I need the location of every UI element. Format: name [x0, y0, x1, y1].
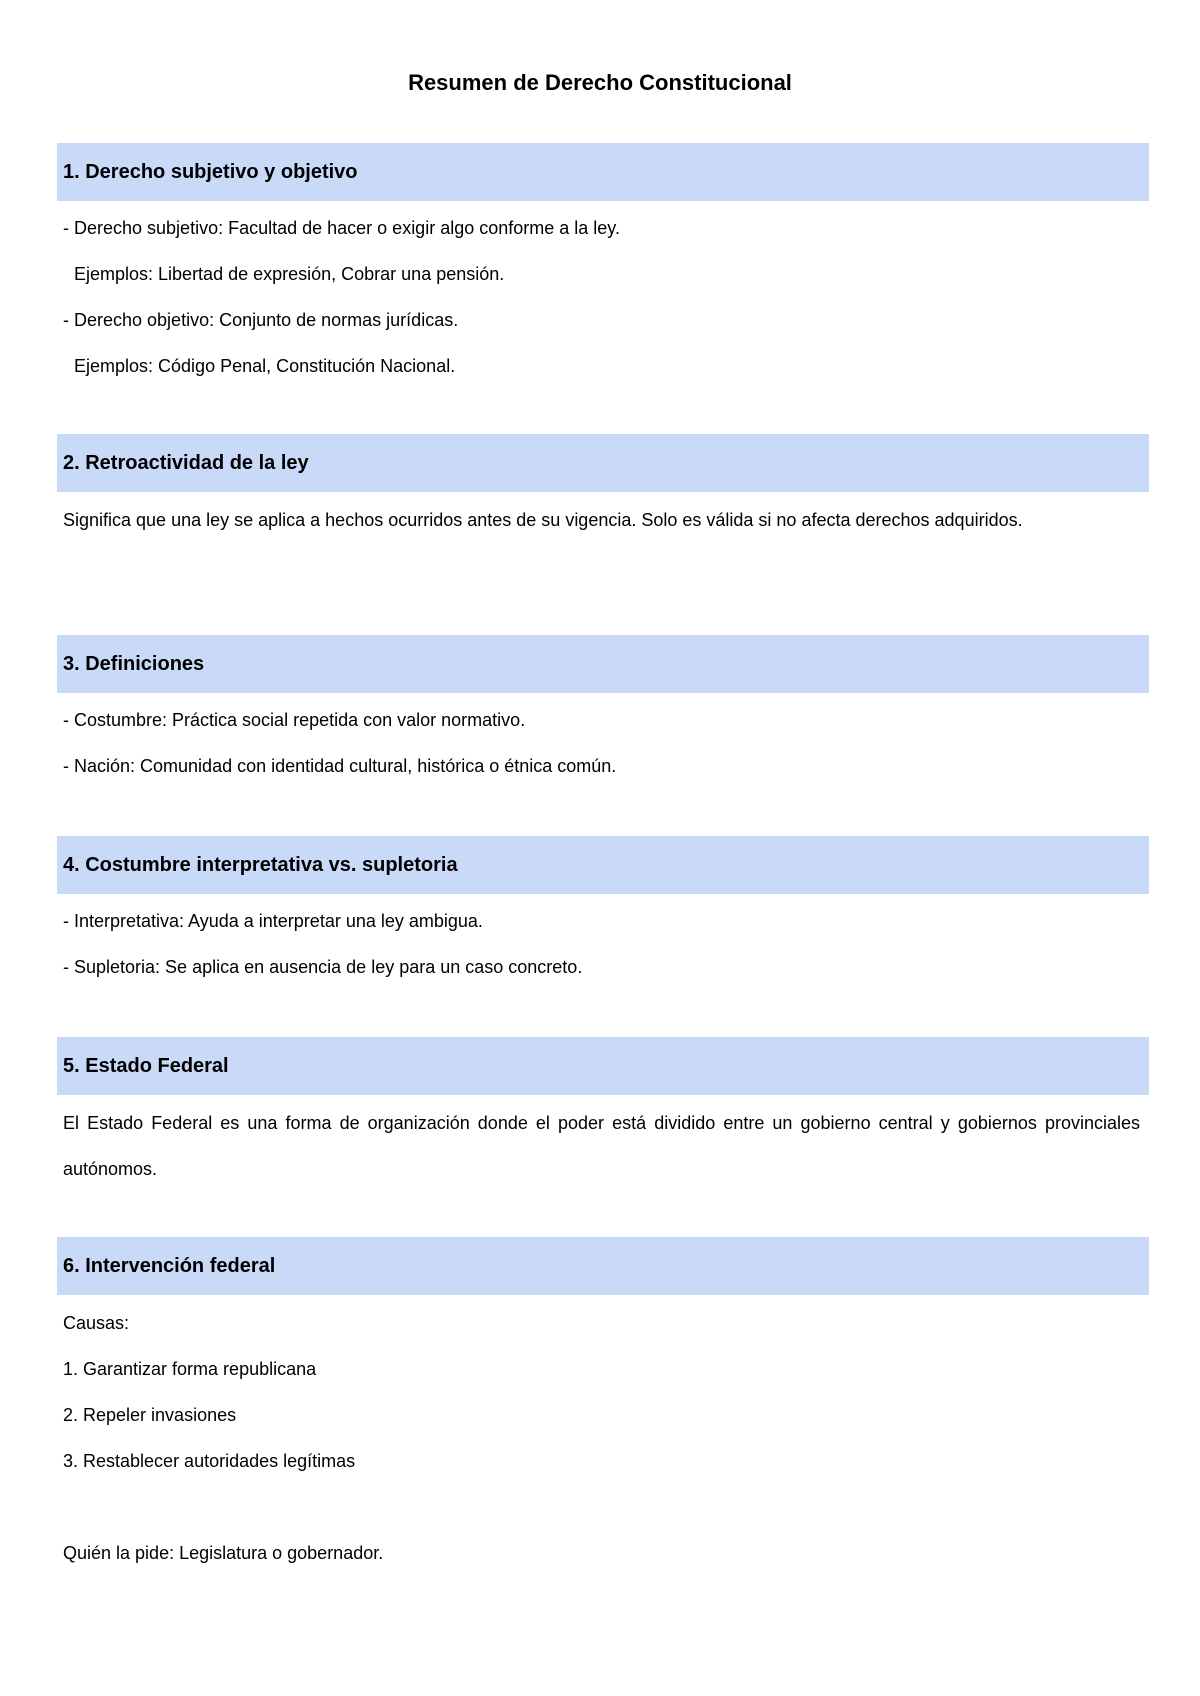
section-paragraph: El Estado Federal es una forma de organización donde el poder está dividido entre un gobierno central y gobiernos provinciales autónomos. — [63, 1113, 1140, 1179]
text-line: Quién la pide: Legislatura o gobernador. — [63, 1543, 384, 1563]
text-line: 3. Restablecer autoridades legítimas — [63, 1451, 356, 1471]
text-line: - Derecho subjetivo: Facultad de hacer o exigir algo conforme a la ley. — [63, 218, 620, 238]
section-paragraph: Significa que una ley se aplica a hechos ocurridos antes de su vigencia. Solo es válida si no afecta derechos adquiridos. — [63, 510, 1023, 530]
section-heading-costumbre: 4. Costumbre interpretativa vs. supletoria — [57, 836, 1149, 894]
section-heading-estado-federal: 5. Estado Federal — [57, 1037, 1149, 1095]
text-line: - Supletoria: Se aplica en ausencia de ley para un caso concreto. — [63, 957, 583, 977]
document-title: Resumen de Derecho Constitucional — [408, 70, 792, 95]
text-line: 1. Garantizar forma republicana — [63, 1359, 317, 1379]
section-heading-derecho-subjetivo-objetivo: 1. Derecho subjetivo y objetivo — [57, 143, 1149, 201]
text-line: - Derecho objetivo: Conjunto de normas jurídicas. — [63, 310, 459, 330]
text-line: Causas: — [63, 1313, 130, 1333]
text-line: Ejemplos: Código Penal, Constitución Nacional. — [74, 356, 456, 376]
text-line: - Costumbre: Práctica social repetida con valor normativo. — [63, 710, 526, 730]
section-heading-definiciones: 3. Definiciones — [57, 635, 1149, 693]
section-heading-intervencion-federal: 6. Intervención federal — [57, 1237, 1149, 1295]
text-line: 2. Repeler invasiones — [63, 1405, 237, 1425]
section-heading-retroactividad: 2. Retroactividad de la ley — [57, 434, 1149, 492]
text-line: Ejemplos: Libertad de expresión, Cobrar una pensión. — [74, 264, 505, 284]
text-line: - Nación: Comunidad con identidad cultural, histórica o étnica común. — [63, 756, 617, 776]
text-line: - Interpretativa: Ayuda a interpretar una ley ambigua. — [63, 911, 483, 931]
